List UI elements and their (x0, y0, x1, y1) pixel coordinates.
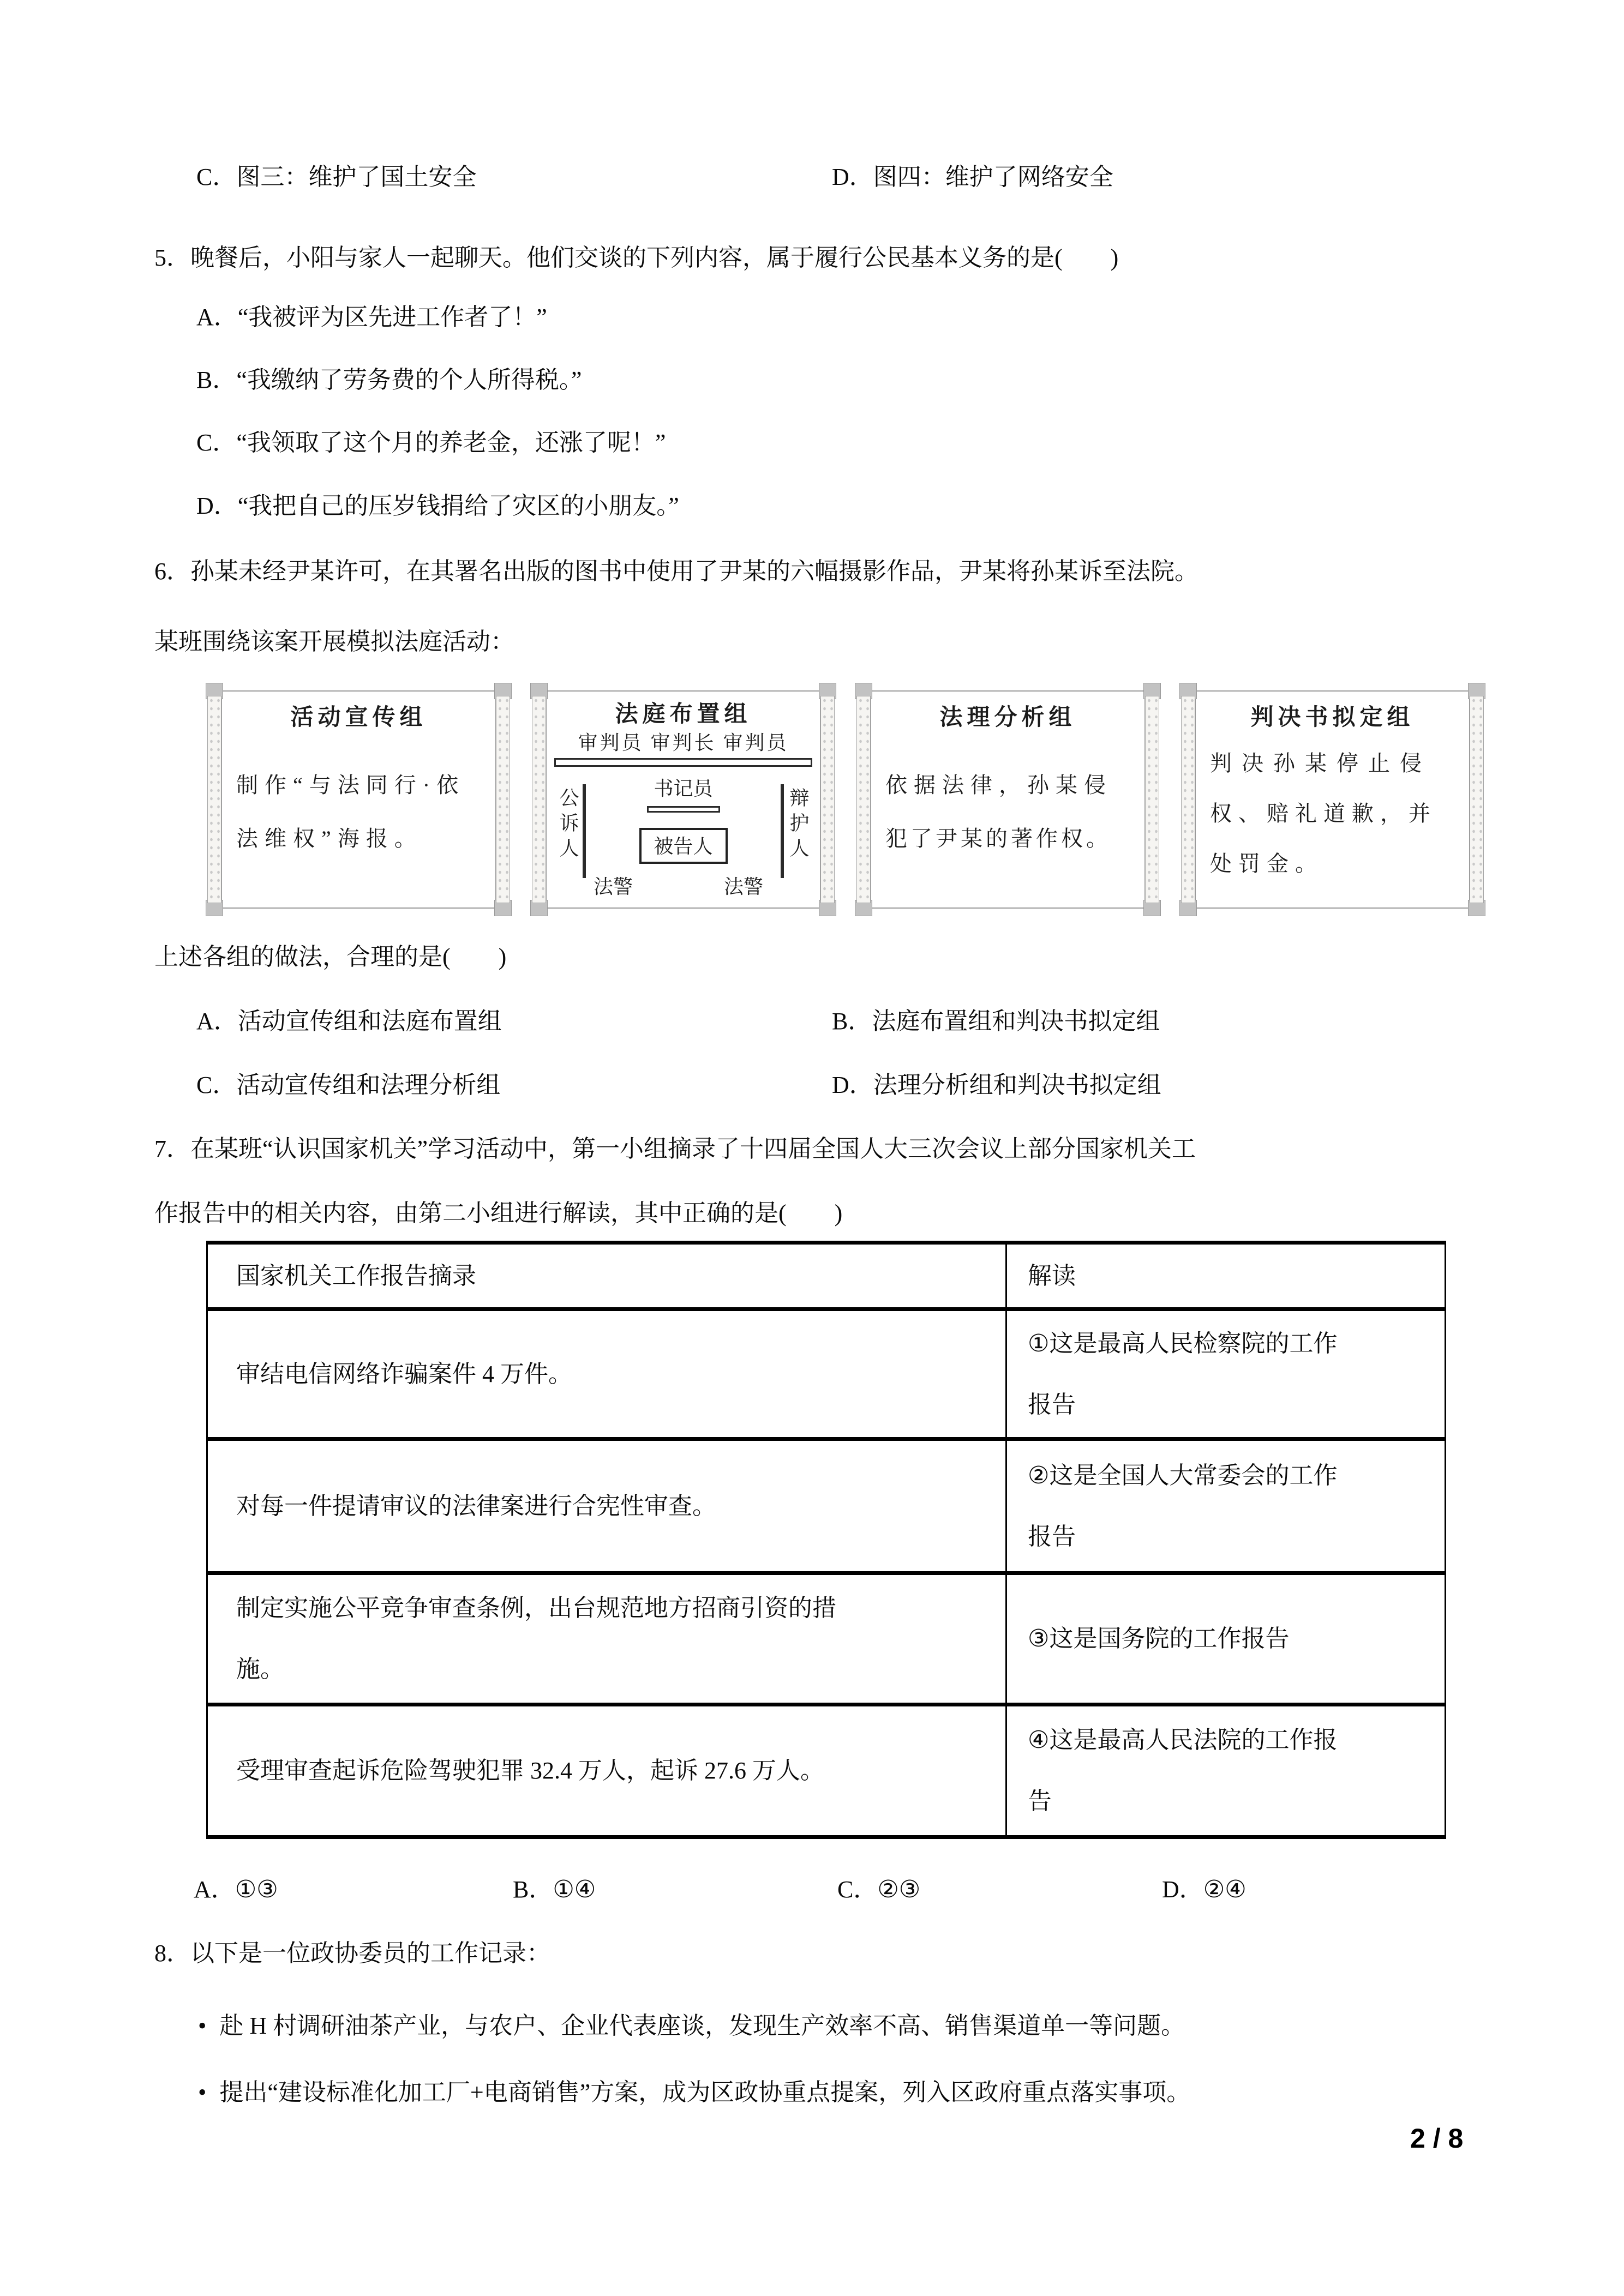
clerk-desk-bar (647, 806, 720, 813)
scroll-roller-icon (496, 696, 510, 903)
table-cell-text: ③这是国务院的工作报告 (1028, 1625, 1290, 1652)
table-cell-text: ②这是全国人大常委会的工作 (1028, 1462, 1338, 1489)
scroll-body (221, 690, 496, 909)
defender-label: 辩护人 (787, 788, 809, 863)
table-cell-text: 制定实施公平竞争审查条例，出台规范地方招商引资的措 (236, 1595, 836, 1621)
table-cell-text: 受理审查起诉危险驾驶犯罪 32.4 万人，起诉 27.6 万人。 (236, 1757, 824, 1784)
prosecutor-bar (583, 784, 586, 878)
judges-bench-bar (554, 758, 812, 767)
table-cell-excerpt (208, 1575, 1007, 1703)
scroll1-line1: 制作“与法同行·依 (236, 773, 465, 797)
scroll4-line1: 判决孙某停止侵 (1210, 751, 1431, 776)
table-cell-interpretation (1007, 1311, 1445, 1437)
table-cell-interpretation (1007, 1575, 1445, 1703)
table-cell-text: 施。 (236, 1656, 284, 1682)
table-cell-excerpt (208, 1311, 1007, 1437)
scroll-roller-icon (856, 696, 871, 903)
scroll2-title: 法庭布置组 (615, 702, 752, 727)
q7-option-b: B．①④ (513, 1876, 596, 1903)
scroll1-title: 活动宣传组 (290, 705, 427, 730)
q6-option-c: C．活动宣传组和法理分析组 (196, 1072, 501, 1098)
bailiff-right-label: 法警 (723, 876, 763, 898)
scroll-card-analysis-group (856, 683, 1159, 916)
scroll-card-verdict-group (1181, 683, 1484, 916)
table-cell-text: ①这是最高人民检察院的工作 (1028, 1330, 1338, 1357)
q6-option-b: B．法庭布置组和判决书拟定组 (832, 1008, 1160, 1035)
q7-option-d: D．②④ (1162, 1876, 1247, 1903)
q4-option-c: C．图三：维护了国土安全 (196, 164, 477, 190)
q4-option-d: D．图四：维护了网络安全 (832, 164, 1113, 190)
q8-stem: 8．以下是一位政协委员的工作记录： (154, 1940, 550, 1967)
q5-option-d: D．“我把自己的压岁钱捐给了灾区的小朋友。” (196, 492, 679, 519)
table-row (208, 1575, 1445, 1706)
table-cell-text: 报告 (1028, 1391, 1076, 1418)
scroll-body (546, 690, 821, 909)
q8-bullet-2-text: 提出“建设标准化加工厂+电商销售”方案，成为区政协重点提案，列入区政府重点落实事项。 (219, 2079, 1191, 2106)
scroll-roller-icon (207, 696, 221, 903)
defendant-box: 被告人 (639, 828, 728, 864)
table-row (208, 1311, 1445, 1441)
scroll-card-publicity-group (207, 683, 510, 916)
q7-option-a: A．①③ (194, 1876, 278, 1903)
scroll3-line2: 犯了尹某的著作权。 (885, 826, 1111, 851)
defender-bar (781, 784, 784, 878)
table-cell-interpretation (1007, 1441, 1445, 1571)
table-cell-text: 审结电信网络诈骗案件 4 万件。 (236, 1360, 572, 1387)
q7-option-c: C．②③ (837, 1876, 921, 1903)
scroll-body (1195, 690, 1470, 909)
scroll-body (870, 690, 1146, 909)
bullet-icon: • (198, 2012, 207, 2039)
q5-option-b: B．“我缴纳了劳务费的个人所得税。” (196, 366, 582, 393)
table-header-row (208, 1245, 1445, 1311)
q5-option-c: C．“我领取了这个月的养老金，还涨了呢！” (196, 429, 666, 456)
q6-stem-line2: 某班围绕该案开展模拟法庭活动： (154, 628, 514, 655)
table-header-left (208, 1245, 1007, 1307)
scroll4-line2: 权、赔礼道歉，并 (1210, 801, 1437, 826)
scroll4-title: 判决书拟定组 (1250, 705, 1415, 730)
scroll-roller-icon (820, 696, 835, 903)
q6-option-a: A．活动宣传组和法庭布置组 (196, 1008, 502, 1035)
table-cell-interpretation (1007, 1706, 1445, 1835)
table-cell-excerpt (208, 1706, 1007, 1835)
scroll1-line2: 法维权”海报。 (236, 826, 423, 851)
q6-option-d: D．法理分析组和判决书拟定组 (832, 1072, 1161, 1098)
bailiff-left-label: 法警 (594, 876, 633, 898)
table-header-left-text: 国家机关工作报告摘录 (236, 1262, 476, 1289)
scroll3-line1: 依据法律，孙某侵 (885, 773, 1112, 797)
bullet-icon: • (198, 2079, 207, 2106)
scroll3-title: 法理分析组 (939, 705, 1076, 730)
scroll4-line3: 处罚金。 (1210, 851, 1323, 876)
scroll-roller-icon (1145, 696, 1159, 903)
scroll-roller-icon (1181, 696, 1195, 903)
q6-stem-line1: 6．孙某未经尹某许可，在其署名出版的图书中使用了尹某的六幅摄影作品，尹某将孙某诉至法院。 (154, 558, 1198, 585)
q7-stem-line2: 作报告中的相关内容，由第二小组进行解读，其中正确的是( ) (154, 1200, 843, 1227)
q6-question: 上述各组的做法，合理的是( ) (154, 943, 507, 970)
table-row (208, 1441, 1445, 1575)
scroll-roller-icon (1470, 696, 1484, 903)
q8-bullet-1-text: 赴 H 村调研油茶产业，与农户、企业代表座谈，发现生产效率不高、销售渠道单一等问题。 (219, 2012, 1185, 2039)
q8-bullet-1 (198, 2006, 1185, 2041)
judges-row-label: 审判员 审判长 审判员 (578, 732, 789, 754)
scroll-card-courtroom-group (532, 683, 835, 916)
table-cell-excerpt (208, 1441, 1007, 1571)
clerk-label: 书记员 (654, 778, 713, 800)
q8-bullet-2 (198, 2072, 1190, 2107)
table-cell-text: 报告 (1028, 1523, 1076, 1550)
table-cell-text: 告 (1028, 1788, 1052, 1814)
table-cell-text: ④这是最高人民法院的工作报 (1028, 1727, 1338, 1753)
table-row (208, 1706, 1445, 1835)
table-cell-text: 对每一件提请审议的法律案进行合宪性审查。 (236, 1492, 716, 1519)
scroll-roller-icon (532, 696, 546, 903)
q5-option-a: A．“我被评为区先进工作者了！” (196, 304, 547, 330)
page-number: 2 / 8 (1410, 2123, 1464, 2154)
q7-table (206, 1241, 1446, 1839)
table-header-right-text: 解读 (1028, 1262, 1076, 1289)
q7-stem-line1: 7．在某班“认识国家机关”学习活动中，第一小组摘录了十四届全国人大三次会议上部分国家机关工 (154, 1135, 1196, 1162)
q5-stem: 5．晚餐后，小阳与家人一起聊天。他们交谈的下列内容，属于履行公民基本义务的是( ) (154, 244, 1119, 271)
prosecutor-label: 公诉人 (557, 788, 579, 863)
table-header-right (1007, 1245, 1445, 1307)
